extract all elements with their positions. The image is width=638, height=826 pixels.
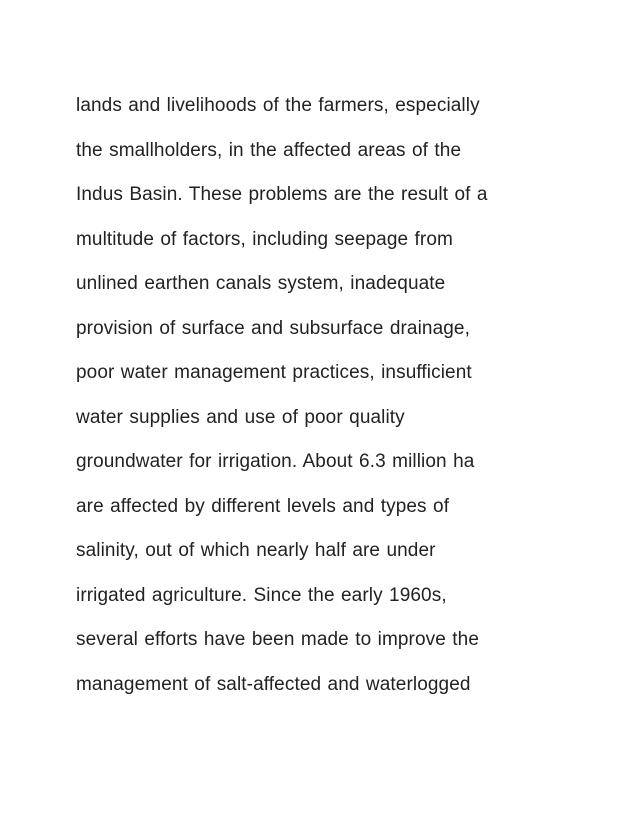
- text-line: irrigated agriculture. Since the early 1960s,: [76, 584, 447, 606]
- text-line: salinity, out of which nearly half are under: [76, 540, 436, 561]
- text-line: multitude of factors, including seepage from: [76, 228, 453, 250]
- text-line: lands and livelihoods of the farmers, especially: [76, 95, 480, 116]
- text-line: groundwater for irrigation. About 6.3 million ha: [76, 451, 475, 472]
- body-paragraph: [76, 84, 576, 707]
- text-line: management of salt-affected and waterlogged: [76, 673, 471, 695]
- text-line: unlined earthen canals system, inadequate: [76, 273, 446, 294]
- text-line: provision of surface and subsurface drainage,: [76, 317, 470, 339]
- text-line: are affected by different levels and types of: [76, 495, 450, 517]
- text-line: several efforts have been made to improve the: [76, 629, 479, 650]
- text-line: the smallholders, in the affected areas of the: [76, 139, 462, 161]
- text-line: water supplies and use of poor quality: [76, 406, 405, 428]
- text-line: Indus Basin. These problems are the result of a: [76, 184, 488, 205]
- text-line: poor water management practices, insufficient: [76, 362, 472, 383]
